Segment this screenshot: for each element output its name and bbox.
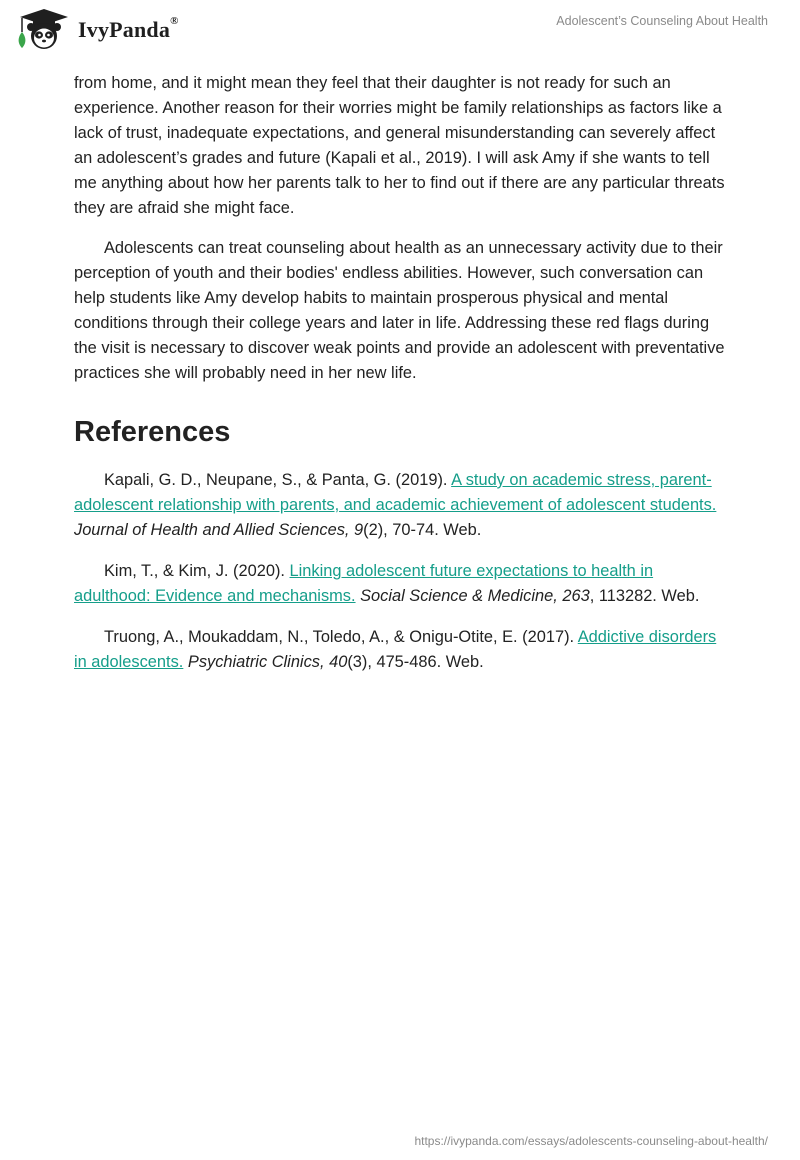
reference-journal: Social Science & Medicine, 263 [360,587,590,605]
reference-title-link[interactable]: Addictive disorders in adolescents. [74,628,717,671]
reference-title-link[interactable]: Linking adolescent future expectations to health in adulthood: Evidence and mechanisms. [74,562,654,605]
footer-url: https://ivypanda.com/essays/adolescents-counseling-about-health/ [414,1134,768,1148]
reference-details: (3), 475-486. Web. [347,653,484,671]
running-title: Adolescent’s Counseling About Health [556,14,768,28]
reference-authors: Kim, T., & Kim, J. (2020). [104,562,290,580]
reference-details: , 113282. Web. [589,587,700,605]
reference-item [74,559,726,609]
reference-item [74,468,726,543]
registered-mark: ® [170,15,179,27]
body-paragraph-1: from home, and it might mean they feel that their daughter is not ready for such an experience. Another reason for their worries might be family relationships as factors like a lack of trust, inadequate expectations, and general misunderstanding can severely affect an adolescent’s grades and future (Kapali et al., 2019). I will ask Amy if she wants to tell me anything about how her parents talk to her to find out if there are any particular threats they are afraid she might face. [74,74,725,217]
references-heading: References [74,416,231,448]
page-header [0,0,800,70]
reference-details: (2), 70-74. Web. [363,521,482,539]
panda-graduate-icon [14,8,76,52]
reference-authors: Truong, A., Moukaddam, N., Toledo, A., & Onigu-Otite, E. (2017). [104,628,578,646]
reference-journal: Psychiatric Clinics, 40 [187,653,348,671]
essay-content [74,71,726,675]
reference-journal: Journal of Health and Allied Sciences, 9 [74,521,364,539]
reference-item [74,625,726,675]
reference-authors: Kapali, G. D., Neupane, S., & Panta, G. (2019). [104,471,452,489]
ivypanda-logo[interactable] [14,8,179,52]
body-paragraph-2: Adolescents can treat counseling about health as an unnecessary activity due to their perception of youth and their bodies' endless abilities. However, such conversation can help students like Amy develop habits to maintain prosperous physical and mental conditions through their college years and later in life. Addressing these red flags during the visit is necessary to discover weak points and provide an adolescent with preventative practices she will probably need in her new life. [74,239,725,382]
reference-title-link[interactable]: A study on academic stress, parent-adolescent relationship with parents, and academic achievement of adolescent students. [74,471,717,514]
brand-name: IvyPanda® [78,15,179,42]
